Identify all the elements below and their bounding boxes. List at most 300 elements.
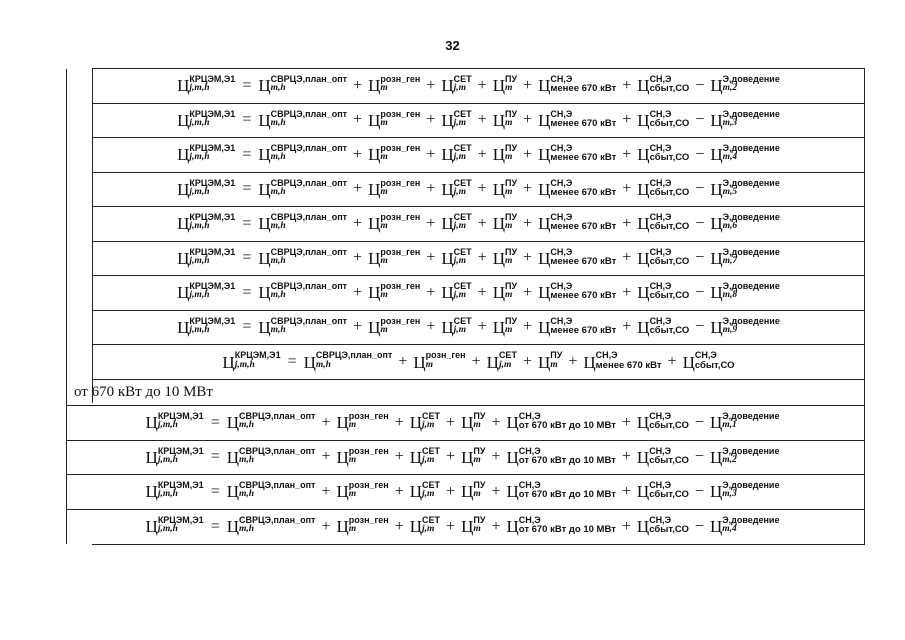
pu-term [492, 281, 518, 303]
rozn-superscript: розн_ген [380, 212, 421, 223]
sn-subscript: от 670 кВт до 10 МВт [518, 454, 616, 466]
pu-term [492, 177, 518, 199]
operator: + [394, 448, 404, 466]
set-subscript: j,m [453, 152, 467, 163]
operator: + [426, 180, 436, 198]
lhs-term [145, 445, 204, 467]
formula [177, 246, 780, 268]
svrc-term [258, 177, 348, 199]
pu-term [461, 411, 486, 433]
sbyt-term [637, 246, 690, 268]
operator: + [426, 145, 436, 163]
rozn-symbol: Ц [368, 248, 381, 268]
operator: + [477, 145, 487, 163]
dov-superscript: Э,доведение [722, 515, 780, 526]
sbyt-term [636, 445, 689, 467]
set-term [441, 212, 472, 234]
rozn-term [368, 281, 421, 303]
rozn-symbol: Ц [368, 214, 381, 234]
operator: = [242, 214, 252, 232]
sn-subscript: менее 670 кВт [550, 152, 617, 164]
set-term [409, 445, 441, 467]
svrc-superscript: СВРЦЭ,план_опт [270, 143, 348, 154]
set-superscript: СЕТ [453, 177, 472, 188]
sbyt-symbol: Ц [637, 283, 650, 303]
sn-superscript: СН,Э [518, 515, 541, 526]
set-superscript: СЕТ [453, 281, 472, 292]
operator: + [622, 111, 632, 129]
svrc-symbol: Ц [258, 76, 271, 96]
rozn-symbol: Ц [336, 447, 349, 467]
rozn-symbol: Ц [368, 179, 381, 199]
lhs-superscript: КРЦЭМ,Э1 [189, 108, 236, 119]
dov-subscript: m,6 [722, 221, 738, 232]
pu-superscript: ПУ [473, 411, 486, 422]
sbyt-symbol: Ц [636, 447, 650, 467]
formula-table [74, 68, 865, 545]
pu-symbol: Ц [492, 110, 505, 130]
svrc-subscript: m,h [239, 454, 255, 465]
rozn-symbol: Ц [368, 145, 381, 165]
lhs-term [222, 350, 281, 372]
sn-symbol: Ц [506, 447, 519, 467]
formula-row [66, 475, 864, 510]
formula-row [92, 173, 864, 208]
sn-superscript: СН,Э [550, 177, 573, 188]
dov-subscript: m,7 [722, 255, 738, 266]
lhs-symbol: Ц [177, 317, 190, 337]
operator: + [621, 482, 631, 500]
pu-symbol: Ц [492, 317, 505, 337]
operator: + [426, 214, 436, 232]
formula [145, 445, 780, 467]
dov-superscript: Э,доведение [722, 411, 780, 422]
set-superscript: СЕТ [422, 411, 441, 422]
sn-subscript: менее 670 кВт [595, 359, 662, 371]
svrc-superscript: СВРЦЭ,план_опт [239, 411, 316, 422]
rozn-subscript: m [348, 524, 357, 535]
sn-term [506, 445, 616, 467]
operator: + [446, 517, 456, 535]
set-superscript: СЕТ [453, 74, 472, 85]
set-term [441, 246, 472, 268]
dov-superscript: Э,доведение [722, 246, 780, 257]
dov-term [710, 212, 780, 234]
operator: + [622, 249, 632, 267]
rozn-term [368, 143, 421, 165]
sbyt-term [637, 74, 690, 96]
operator: = [242, 76, 252, 94]
sbyt-subscript: сбыт,СО [694, 359, 735, 371]
pu-term [492, 212, 518, 234]
sn-subscript: от 670 кВт до 10 МВт [518, 489, 616, 501]
set-superscript: СЕТ [422, 445, 441, 456]
operator: + [321, 482, 331, 500]
sbyt-subscript: сбыт,СО [649, 454, 689, 466]
operator: + [477, 249, 487, 267]
lhs-subscript: j,m,h [189, 117, 210, 128]
sbyt-term [636, 515, 689, 537]
operator: + [426, 76, 436, 94]
sbyt-superscript: СН,Э [649, 445, 672, 456]
dov-term [709, 445, 780, 467]
sbyt-subscript: сбыт,СО [649, 152, 690, 164]
lhs-term [177, 177, 236, 199]
dov-subscript: m,4 [722, 152, 738, 163]
dov-term [710, 74, 780, 96]
svrc-term [226, 445, 316, 467]
lhs-superscript: КРЦЭМ,Э1 [189, 74, 236, 85]
pu-symbol: Ц [492, 283, 505, 303]
formula-row [92, 138, 864, 173]
pu-subscript: m [504, 152, 513, 163]
pu-superscript: ПУ [504, 212, 518, 223]
sbyt-term [637, 281, 690, 303]
pu-symbol: Ц [492, 248, 505, 268]
operator: + [353, 318, 363, 336]
rozn-superscript: розн_ген [348, 480, 389, 491]
pu-subscript: m [504, 186, 513, 197]
sn-subscript: менее 670 кВт [550, 255, 617, 267]
dov-subscript: m,3 [722, 117, 738, 128]
set-term [441, 143, 472, 165]
operator: + [394, 517, 404, 535]
svrc-term [258, 315, 348, 337]
operator: + [353, 283, 363, 301]
svrc-superscript: СВРЦЭ,план_опт [239, 480, 316, 491]
sbyt-term [637, 315, 690, 337]
operator: − [695, 318, 705, 336]
sbyt-superscript: СН,Э [649, 246, 672, 257]
dov-subscript: m,5 [722, 186, 738, 197]
rozn-subscript: m [380, 117, 388, 128]
pu-superscript: ПУ [473, 445, 486, 456]
operator: + [621, 517, 631, 535]
dov-subscript: m,8 [722, 290, 738, 301]
set-subscript: j,m [453, 186, 467, 197]
dov-symbol: Ц [710, 145, 723, 165]
operator: + [321, 517, 331, 535]
set-subscript: j,m [422, 420, 435, 431]
lhs-symbol: Ц [177, 179, 190, 199]
formula [177, 177, 780, 199]
sn-term [538, 108, 617, 130]
svrc-term [258, 212, 348, 234]
set-symbol: Ц [486, 352, 499, 372]
formula-row [66, 441, 864, 476]
operator: + [622, 214, 632, 232]
svrc-term [226, 411, 316, 433]
rozn-superscript: розн_ген [380, 281, 421, 292]
rozn-term [368, 212, 421, 234]
operator: = [242, 249, 252, 267]
lhs-subscript: j,m,h [234, 359, 255, 370]
lhs-term [177, 281, 236, 303]
operator: + [477, 180, 487, 198]
dov-superscript: Э,доведение [722, 143, 780, 154]
sn-term [506, 480, 616, 502]
pu-term [492, 246, 518, 268]
rozn-term [368, 246, 421, 268]
lhs-symbol: Ц [145, 447, 158, 467]
dov-subscript: m,3 [722, 489, 737, 500]
operator: = [210, 517, 220, 535]
set-subscript: j,m [422, 524, 435, 535]
sbyt-subscript: сбыт,СО [649, 290, 690, 302]
lhs-subscript: j,m,h [189, 324, 210, 335]
pu-subscript: m [504, 117, 513, 128]
set-term [441, 281, 472, 303]
operator: = [242, 111, 252, 129]
sbyt-superscript: СН,Э [649, 212, 672, 223]
dov-term [709, 480, 780, 502]
pu-superscript: ПУ [504, 315, 518, 326]
dov-superscript: Э,доведение [722, 212, 780, 223]
svrc-superscript: СВРЦЭ,план_опт [270, 74, 348, 85]
svrc-superscript: СВРЦЭ,план_опт [270, 212, 348, 223]
svrc-symbol: Ц [258, 179, 271, 199]
svrc-superscript: СВРЦЭ,план_опт [270, 246, 348, 257]
sbyt-symbol: Ц [637, 76, 650, 96]
set-subscript: j,m [453, 221, 467, 232]
formula [145, 411, 780, 433]
dov-term [709, 515, 780, 537]
lhs-symbol: Ц [222, 352, 235, 372]
operator: + [622, 283, 632, 301]
rozn-term [368, 108, 421, 130]
lhs-superscript: КРЦЭМ,Э1 [189, 315, 236, 326]
pu-superscript: ПУ [504, 246, 518, 257]
rozn-term [336, 445, 389, 467]
operator: = [242, 283, 252, 301]
dov-symbol: Ц [710, 179, 723, 199]
svrc-symbol: Ц [226, 413, 240, 433]
sn-subscript: от 670 кВт до 10 МВт [518, 420, 616, 432]
lhs-symbol: Ц [177, 248, 190, 268]
svrc-symbol: Ц [258, 283, 271, 303]
svrc-subscript: m,h [239, 524, 255, 535]
lhs-term [177, 108, 236, 130]
sn-subscript: от 670 кВт до 10 МВт [518, 524, 616, 536]
lhs-superscript: КРЦЭМ,Э1 [157, 515, 204, 526]
sbyt-symbol: Ц [637, 248, 650, 268]
dov-symbol: Ц [710, 317, 723, 337]
sn-term [538, 74, 617, 96]
svrc-subscript: m,h [270, 324, 286, 335]
rozn-superscript: розн_ген [380, 143, 421, 154]
sbyt-superscript: СН,Э [649, 177, 672, 188]
pu-superscript: ПУ [504, 177, 518, 188]
dov-superscript: Э,доведение [722, 108, 780, 119]
set-symbol: Ц [409, 447, 423, 467]
operator: + [353, 214, 363, 232]
sbyt-symbol: Ц [637, 317, 650, 337]
rozn-subscript: m [380, 221, 388, 232]
sbyt-symbol: Ц [636, 482, 650, 502]
set-superscript: СЕТ [422, 515, 441, 526]
pu-superscript: ПУ [473, 480, 486, 491]
set-subscript: j,m [453, 324, 467, 335]
svrc-term [303, 350, 393, 372]
operator: + [667, 353, 677, 370]
sbyt-subscript: сбыт,СО [649, 221, 690, 233]
sn-term [538, 212, 617, 234]
sn-superscript: СН,Э [518, 480, 541, 491]
sbyt-term [636, 480, 689, 502]
sn-term [506, 515, 616, 537]
dov-symbol: Ц [709, 482, 723, 502]
set-superscript: СЕТ [498, 350, 517, 361]
rozn-term [368, 74, 421, 96]
operator: + [426, 111, 436, 129]
pu-subscript: m [473, 489, 481, 500]
dov-symbol: Ц [710, 76, 723, 96]
sbyt-superscript: СН,Э [649, 74, 672, 85]
operator: + [321, 448, 331, 466]
formula-row [92, 345, 864, 380]
lhs-subscript: j,m,h [157, 454, 178, 465]
lhs-superscript: КРЦЭМ,Э1 [189, 212, 236, 223]
formula-row [92, 104, 864, 139]
operator: − [695, 111, 705, 129]
sn-symbol: Ц [506, 413, 519, 433]
sbyt-term [637, 212, 690, 234]
svrc-superscript: СВРЦЭ,план_опт [315, 350, 393, 361]
sbyt-symbol: Ц [636, 517, 650, 537]
sbyt-symbol: Ц [637, 214, 650, 234]
dov-symbol: Ц [710, 283, 723, 303]
pu-symbol: Ц [537, 352, 551, 372]
sbyt-subscript: сбыт,СО [649, 255, 690, 267]
operator: + [353, 145, 363, 163]
sbyt-term [637, 108, 690, 130]
lhs-superscript: КРЦЭМ,Э1 [189, 246, 236, 257]
sn-term [538, 315, 617, 337]
formula-row [92, 276, 864, 311]
sn-symbol: Ц [538, 179, 551, 199]
operator: = [210, 482, 220, 500]
set-symbol: Ц [409, 413, 423, 433]
set-term [486, 350, 517, 372]
sn-superscript: СН,Э [550, 108, 573, 119]
sn-symbol: Ц [506, 482, 519, 502]
sn-subscript: менее 670 кВт [550, 324, 617, 336]
lhs-subscript: j,m,h [189, 152, 210, 163]
svrc-term [226, 480, 316, 502]
operator: + [353, 111, 363, 129]
lhs-term [145, 515, 204, 537]
pu-symbol: Ц [461, 517, 474, 537]
svrc-superscript: СВРЦЭ,план_опт [270, 108, 348, 119]
formula-row [92, 242, 864, 277]
pu-term [537, 350, 563, 372]
pu-subscript: m [504, 290, 513, 301]
operator: + [446, 482, 456, 500]
rozn-symbol: Ц [368, 76, 381, 96]
dov-term [710, 246, 780, 268]
section-header: от 670 кВт до 10 МВт [66, 380, 864, 406]
rozn-symbol: Ц [368, 317, 381, 337]
lhs-superscript: КРЦЭМ,Э1 [157, 411, 204, 422]
lhs-symbol: Ц [177, 283, 190, 303]
svrc-subscript: m,h [270, 186, 286, 197]
dov-symbol: Ц [710, 214, 723, 234]
pu-symbol: Ц [492, 214, 505, 234]
operator: + [568, 353, 578, 370]
svrc-superscript: СВРЦЭ,план_опт [270, 315, 348, 326]
dov-superscript: Э,доведение [722, 480, 780, 491]
formula [177, 212, 780, 234]
set-superscript: СЕТ [453, 315, 472, 326]
sn-symbol: Ц [538, 110, 551, 130]
rozn-subscript: m [380, 186, 388, 197]
rozn-symbol: Ц [336, 517, 349, 537]
sbyt-superscript: СН,Э [649, 411, 672, 422]
operator: + [446, 448, 456, 466]
lhs-term [145, 480, 204, 502]
set-subscript: j,m [453, 255, 467, 266]
pu-symbol: Ц [461, 413, 474, 433]
sn-superscript: СН,Э [550, 281, 573, 292]
pu-superscript: ПУ [473, 515, 486, 526]
svrc-symbol: Ц [226, 447, 240, 467]
svrc-subscript: m,h [315, 359, 331, 370]
operator: + [426, 283, 436, 301]
lhs-term [177, 212, 236, 234]
sbyt-subscript: сбыт,СО [649, 83, 690, 95]
sn-term [538, 143, 617, 165]
lhs-symbol: Ц [145, 517, 158, 537]
dov-superscript: Э,доведение [722, 445, 780, 456]
dov-superscript: Э,доведение [722, 281, 780, 292]
pu-superscript: ПУ [504, 108, 518, 119]
sbyt-subscript: сбыт,СО [649, 489, 689, 501]
svrc-subscript: m,h [270, 290, 286, 301]
svrc-symbol: Ц [258, 110, 271, 130]
svrc-symbol: Ц [226, 517, 240, 537]
sbyt-symbol: Ц [637, 110, 650, 130]
lhs-superscript: КРЦЭМ,Э1 [189, 143, 236, 154]
dov-term [710, 143, 780, 165]
dov-symbol: Ц [709, 413, 723, 433]
dov-symbol: Ц [709, 447, 723, 467]
dov-term [710, 108, 780, 130]
operator: + [477, 283, 487, 301]
formula [177, 281, 780, 303]
pu-superscript: ПУ [504, 281, 518, 292]
rozn-term [336, 480, 389, 502]
rozn-superscript: розн_ген [380, 177, 421, 188]
sbyt-symbol: Ц [682, 352, 695, 372]
sbyt-subscript: сбыт,СО [649, 324, 690, 336]
pu-symbol: Ц [461, 447, 474, 467]
set-symbol: Ц [409, 517, 423, 537]
sbyt-superscript: СН,Э [649, 315, 672, 326]
pu-superscript: ПУ [504, 143, 518, 154]
rozn-superscript: розн_ген [380, 74, 421, 85]
svrc-subscript: m,h [239, 489, 255, 500]
lhs-subscript: j,m,h [189, 221, 210, 232]
formula [177, 315, 780, 337]
sbyt-superscript: СН,Э [649, 108, 672, 119]
svrc-subscript: m,h [270, 83, 286, 94]
lhs-subscript: j,m,h [157, 524, 178, 535]
lhs-term [145, 411, 204, 433]
dov-subscript: m,2 [722, 454, 737, 465]
rozn-symbol: Ц [368, 283, 381, 303]
pu-subscript: m [473, 454, 481, 465]
operator: + [394, 482, 404, 500]
